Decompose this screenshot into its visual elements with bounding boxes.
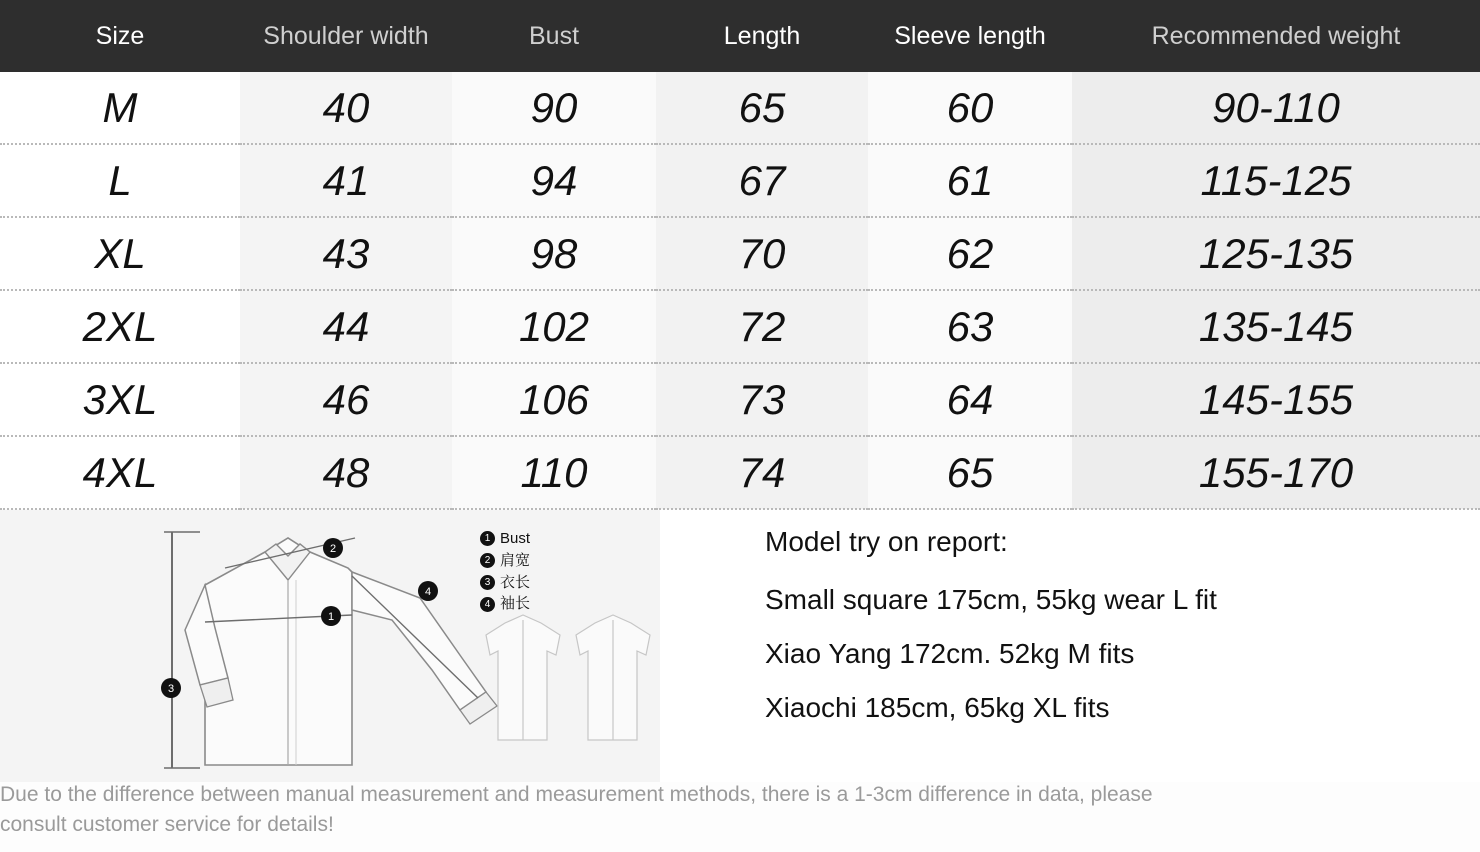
cell-sleeve-length: 65 bbox=[868, 436, 1072, 509]
cell-bust: 102 bbox=[452, 290, 656, 363]
legend-label-shoulder: 肩宽 bbox=[500, 551, 531, 569]
header-recommended-weight: Recommended weight bbox=[1151, 22, 1401, 50]
cell-size: M bbox=[0, 72, 240, 144]
measurement-diagram-pane bbox=[0, 510, 660, 782]
cell-sleeve-length: 62 bbox=[868, 217, 1072, 290]
cell-size: 3XL bbox=[0, 363, 240, 436]
cell-bust: 106 bbox=[452, 363, 656, 436]
cell-shoulder-width: 43 bbox=[240, 217, 452, 290]
cell-shoulder-width: 46 bbox=[240, 363, 452, 436]
legend-item-sleeve bbox=[480, 593, 530, 615]
legend-label-sleeve: 袖长 bbox=[500, 595, 531, 613]
header-size: Size bbox=[95, 22, 145, 50]
table-row bbox=[0, 436, 1480, 509]
legend-label-length: 衣长 bbox=[500, 573, 531, 591]
legend-bullet-4: 4 bbox=[480, 597, 495, 612]
legend-bullet-2: 2 bbox=[480, 553, 495, 568]
cell-recommended-weight: 125-135 bbox=[1072, 217, 1480, 290]
disclaimer-line-1: Due to the difference between manual measurement and measurement methods, there is a 1-3cm difference in data, please bbox=[0, 783, 1153, 806]
cell-bust: 98 bbox=[452, 217, 656, 290]
shirt-diagram-icon bbox=[0, 510, 660, 782]
legend-bullet-3: 3 bbox=[480, 575, 495, 590]
header-bust: Bust bbox=[528, 22, 580, 50]
cell-shoulder-width: 41 bbox=[240, 144, 452, 217]
cell-length: 72 bbox=[656, 290, 868, 363]
header-shoulder-width: Shoulder width bbox=[263, 22, 429, 50]
cell-size: L bbox=[0, 144, 240, 217]
report-line-1: Small square 175cm, 55kg wear L fit bbox=[765, 584, 1217, 615]
cell-size: 2XL bbox=[0, 290, 240, 363]
table-row bbox=[0, 72, 1480, 144]
cell-sleeve-length: 60 bbox=[868, 72, 1072, 144]
cell-bust: 110 bbox=[452, 436, 656, 509]
table-header-row bbox=[0, 0, 1480, 72]
header-sleeve-length: Sleeve length bbox=[894, 22, 1046, 50]
table-row bbox=[0, 363, 1480, 436]
table-row bbox=[0, 290, 1480, 363]
report-title: Model try on report: bbox=[765, 526, 1008, 557]
model-try-on-report bbox=[660, 510, 1480, 782]
cell-size: 4XL bbox=[0, 436, 240, 509]
header-length: Length bbox=[723, 22, 801, 50]
cell-shoulder-width: 44 bbox=[240, 290, 452, 363]
cell-recommended-weight: 115-125 bbox=[1072, 144, 1480, 217]
legend-label-bust: Bust bbox=[500, 530, 531, 547]
svg-text:3: 3 bbox=[167, 683, 175, 695]
size-table-header bbox=[0, 0, 1480, 72]
diagram-legend bbox=[480, 528, 530, 615]
cell-sleeve-length: 63 bbox=[868, 290, 1072, 363]
cell-shoulder-width: 40 bbox=[240, 72, 452, 144]
cell-recommended-weight: 90-110 bbox=[1072, 72, 1480, 144]
cell-length: 70 bbox=[656, 217, 868, 290]
cell-sleeve-length: 61 bbox=[868, 144, 1072, 217]
report-line-3: Xiaochi 185cm, 65kg XL fits bbox=[765, 692, 1110, 723]
legend-bullet-1: 1 bbox=[480, 531, 495, 546]
table-row bbox=[0, 217, 1480, 290]
svg-text:4: 4 bbox=[424, 586, 432, 598]
cell-sleeve-length: 64 bbox=[868, 363, 1072, 436]
disclaimer-line-2: consult customer service for details! bbox=[0, 813, 334, 837]
cell-recommended-weight: 155-170 bbox=[1072, 436, 1480, 509]
cell-shoulder-width: 48 bbox=[240, 436, 452, 509]
cell-length: 67 bbox=[656, 144, 868, 217]
legend-item-length bbox=[480, 572, 530, 594]
legend-item-bust bbox=[480, 528, 530, 550]
cell-length: 65 bbox=[656, 72, 868, 144]
measurement-disclaimer bbox=[0, 772, 1480, 852]
lower-section bbox=[0, 510, 1480, 782]
cell-length: 73 bbox=[656, 363, 868, 436]
cell-recommended-weight: 135-145 bbox=[1072, 290, 1480, 363]
legend-item-shoulder bbox=[480, 550, 530, 572]
cell-bust: 94 bbox=[452, 144, 656, 217]
svg-text:2: 2 bbox=[329, 543, 337, 555]
table-row bbox=[0, 144, 1480, 217]
cell-recommended-weight: 145-155 bbox=[1072, 363, 1480, 436]
svg-text:1: 1 bbox=[327, 611, 335, 623]
cell-bust: 90 bbox=[452, 72, 656, 144]
cell-length: 74 bbox=[656, 436, 868, 509]
cell-size: XL bbox=[0, 217, 240, 290]
report-line-2: Xiao Yang 172cm. 52kg M fits bbox=[765, 638, 1135, 669]
size-table-body bbox=[0, 72, 1480, 509]
